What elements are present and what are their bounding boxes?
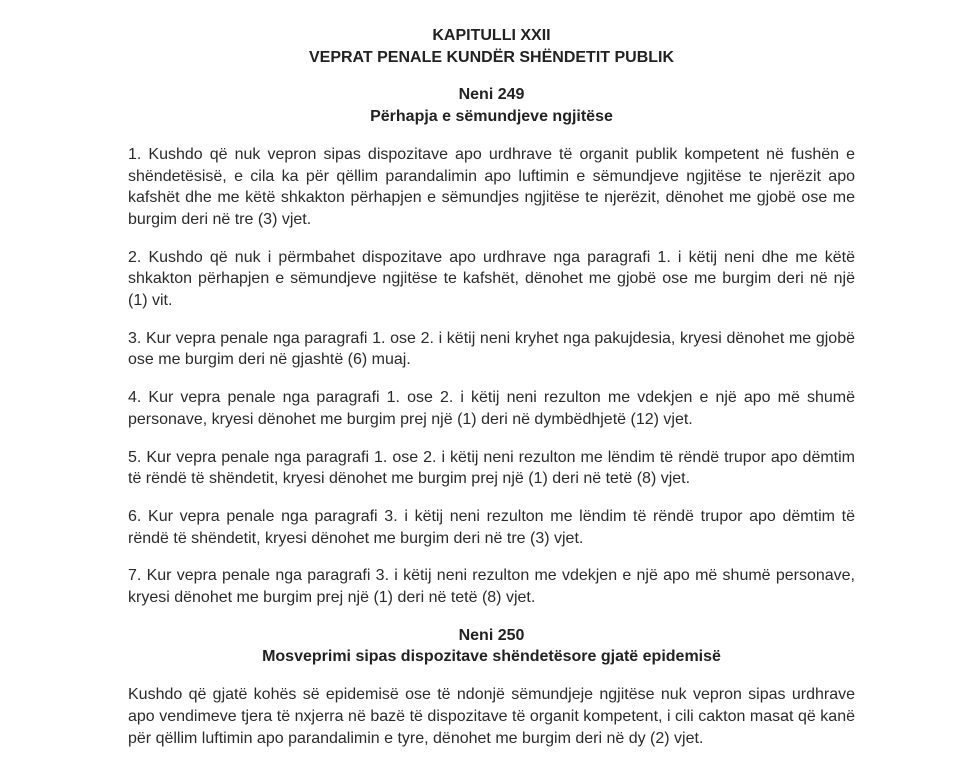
article-title: Përhapja e sëmundjeve ngjitëse bbox=[370, 108, 613, 126]
article-number: Neni 250 bbox=[458, 626, 525, 644]
article-number: Neni 249 bbox=[458, 86, 525, 104]
article-paragraph: 4. Kur vepra penale nga paragrafi 1. ose 2. i këtij neni rezulton me vdekjen e një apo më shumë personave, kryesi dënohet me burgim prej një (1) deri në dymbëdhjetë (12) vjet. bbox=[128, 389, 855, 428]
chapter-heading bbox=[128, 25, 855, 68]
article-paragraph: 1. Kushdo që nuk vepron sipas dispozitave apo urdhrave të organit publik kompetent në fushën e shëndetësisë, e cila ka për qëllim parandalimin apo luftimin e sëmundjeve ngjitëse te njerëzit apo kafshët dhe me këtë shkakton përhapjen e sëmundjes ngjitëse te njerëzit, dënohet me gjobë ose me burgim deri në tre (3) vjet. bbox=[128, 145, 855, 228]
article-249 bbox=[128, 84, 855, 608]
article-paragraph: 6. Kur vepra penale nga paragrafi 3. i këtij neni rezulton me lëndim të rëndë trupor apo dëmtim të rëndë të shëndetit, kryesi dënohet me burgim deri në tre (3) vjet. bbox=[128, 507, 855, 547]
article-250 bbox=[128, 625, 855, 750]
article-250-heading bbox=[128, 625, 855, 668]
article-paragraph: 3. Kur vepra penale nga paragrafi 1. ose 2. i këtij neni kryhet nga pakujdesia, kryesi dënohet me gjobë ose me burgim deri në gjashtë (6) muaj. bbox=[128, 329, 855, 369]
article-paragraph: 2. Kushdo që nuk i përmbahet dispozitave apo urdhrave nga paragrafi 1. i këtij neni dhe me këtë shkakton përhapjen e sëmundjeve ngjitëse te kafshët, dënohet me gjobë ose me burgim deri në një (1) vit. bbox=[128, 248, 855, 310]
article-title: Mosveprimi sipas dispozitave shëndetësore gjatë epidemisë bbox=[262, 648, 721, 666]
article-paragraph: 7. Kur vepra penale nga paragrafi 3. i këtij neni rezulton me vdekjen e një apo më shumë personave, kryesi dënohet me burgim prej një (1) deri në tetë (8) vjet. bbox=[128, 567, 855, 607]
article-paragraph: 5. Kur vepra penale nga paragrafi 1. ose 2. i këtij neni rezulton me lëndim të rëndë trupor apo dëmtim të rëndë të shëndetit, kryesi dënohet me burgim prej një (1) deri në tetë (8) vjet. bbox=[128, 448, 855, 488]
article-249-heading bbox=[128, 84, 855, 127]
article-paragraph: Kushdo që gjatë kohës së epidemisë ose të ndonjë sëmundjeje ngjitëse nuk vepron sipas urdhrave apo vendimeve tjera të nxjerra në bazë të dispozitave të organit kompetent, i cili cakton masat që kanë për qëllim luftimin apo parandalimin e tyre, dënohet me burgim deri në dy (2) vjet. bbox=[128, 686, 855, 747]
chapter-number: KAPITULLI XXII bbox=[432, 27, 551, 44]
chapter-title: VEPRAT PENALE KUNDËR SHËNDETIT PUBLIK bbox=[308, 48, 675, 66]
